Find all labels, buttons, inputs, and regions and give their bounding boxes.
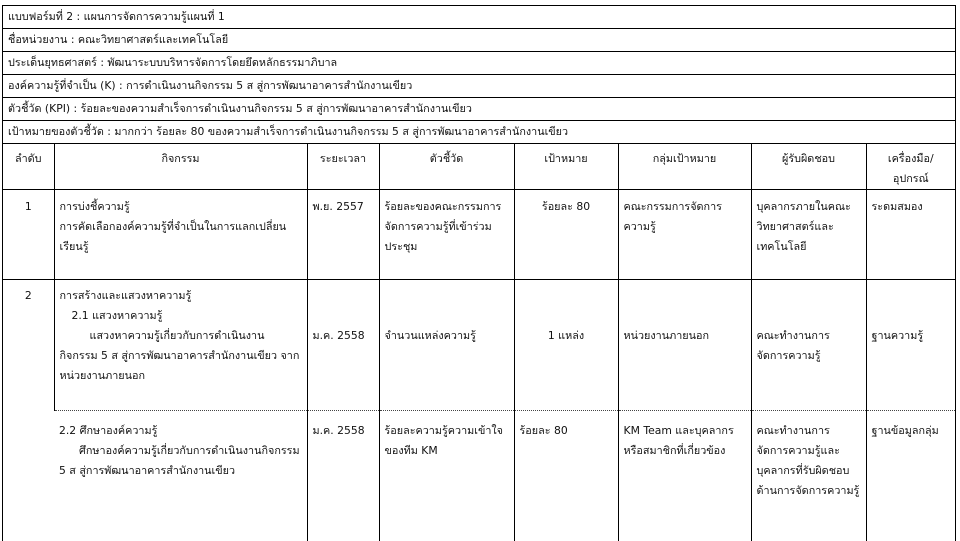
col-header-goal: เป้าหมาย	[514, 144, 618, 190]
row-number: 2	[24, 289, 32, 302]
period-cell: ม.ค. 2558	[307, 280, 379, 411]
required-knowledge: องค์ความรู้ที่จำเป็น (K) : การดำเนินงานกิจกรรม 5 ส สู่การพัฒนาอาคารสำนักงานเขียว	[3, 75, 955, 98]
period-cell: พ.ย. 2557	[307, 190, 379, 280]
table-row	[3, 411, 955, 541]
activity-cell	[54, 280, 307, 411]
tool-cell: ระดมสมอง	[866, 190, 955, 280]
activity-detail: การคัดเลือกองค์ความรู้ที่จำเป็นในการแลกเปลี่ยนเรียนรู้	[59, 220, 287, 253]
table-row	[3, 280, 955, 411]
responsible-cell: คณะทำงานการจัดการความรู้และบุคลากรที่รับผิดชอบด้านการจัดการความรู้	[751, 411, 866, 541]
kpi-target-line: เป้าหมายของตัวชี้วัด : มากกว่า ร้อยละ 80 ของความสำเร็จการดำเนินงานกิจกรรม 5 ส สู่การพัฒนาอาคารสำนักงานเขียว	[3, 121, 955, 144]
table-header-row	[3, 144, 955, 190]
col-header-responsible: ผู้รับผิดชอบ	[751, 144, 866, 190]
activity-subtitle: 2.2 ศึกษาองค์ความรู้	[59, 424, 158, 437]
activity-title: การบ่งชี้ความรู้	[59, 200, 130, 213]
target-group-cell: หน่วยงานภายนอก	[618, 280, 751, 411]
indicator-cell: ร้อยละความรู้ความเข้าใจของทีม KM	[379, 411, 514, 541]
period-cell: ม.ค. 2558	[307, 411, 379, 541]
indicator-cell: จำนวนแหล่งความรู้	[379, 280, 514, 411]
col-header-no: ลำดับ	[3, 144, 54, 190]
row-number: 1	[3, 190, 54, 280]
activity-subtitle: 2.1 แสวงหาความรู้	[71, 309, 163, 322]
activity-detail: แสวงหาความรู้เกี่ยวกับการดำเนินงานกิจกรรม 5 ส สู่การพัฒนาอาคารสำนักงานเขียว จากหน่วยงานภายนอก	[59, 329, 300, 382]
target-group-cell: KM Team และบุคลากรหรือสมาชิกที่เกี่ยวข้อง	[618, 411, 751, 541]
tool-cell: ฐานข้อมูลกลุ่ม	[866, 411, 955, 541]
responsible-cell: บุคลากรภายในคณะวิทยาศาสตร์และเทคโนโลยี	[751, 190, 866, 280]
activity-detail: ศึกษาองค์ความรู้เกี่ยวกับการดำเนินงานกิจกรรม 5 ส สู่การพัฒนาอาคารสำนักงานเขียว	[59, 444, 300, 477]
indicator-cell: ร้อยละของคณะกรรมการจัดการความรู้ที่เข้าร่วมประชุม	[379, 190, 514, 280]
km-plan-form	[2, 5, 956, 541]
activity-cell	[54, 411, 307, 541]
activity-title: การสร้างและแสวงหาความรู้	[59, 289, 192, 302]
goal-cell: 1 แหล่ง	[514, 280, 618, 411]
unit-name: ชื่อหน่วยงาน : คณะวิทยาศาสตร์และเทคโนโลยี	[3, 29, 955, 52]
goal-cell: ร้อยละ 80	[514, 190, 618, 280]
col-header-period: ระยะเวลา	[307, 144, 379, 190]
plan-table	[3, 144, 955, 541]
goal-cell: ร้อยละ 80	[514, 411, 618, 541]
col-header-activity: กิจกรรม	[54, 144, 307, 190]
activity-cell	[54, 190, 307, 280]
table-row	[3, 190, 955, 280]
kpi-line: ตัวชี้วัด (KPI) : ร้อยละของความสำเร็จการดำเนินงานกิจกรรม 5 ส สู่การพัฒนาอาคารสำนักงานเขียว	[3, 98, 955, 121]
target-group-cell: คณะกรรมการจัดการความรู้	[618, 190, 751, 280]
responsible-cell: คณะทำงานการจัดการความรู้	[751, 280, 866, 411]
col-header-target-group: กลุ่มเป้าหมาย	[618, 144, 751, 190]
strategy-line: ประเด็นยุทธศาสตร์ : พัฒนาระบบบริหารจัดการโดยยึดหลักธรรมาภิบาล	[3, 52, 955, 75]
col-header-tool: เครื่องมือ/อุปกรณ์	[866, 144, 955, 190]
form-title: แบบฟอร์มที่ 2 : แผนการจัดการความรู้แผนที่ 1	[3, 6, 955, 29]
tool-cell: ฐานความรู้	[866, 280, 955, 411]
col-header-indicator: ตัวชี้วัด	[379, 144, 514, 190]
